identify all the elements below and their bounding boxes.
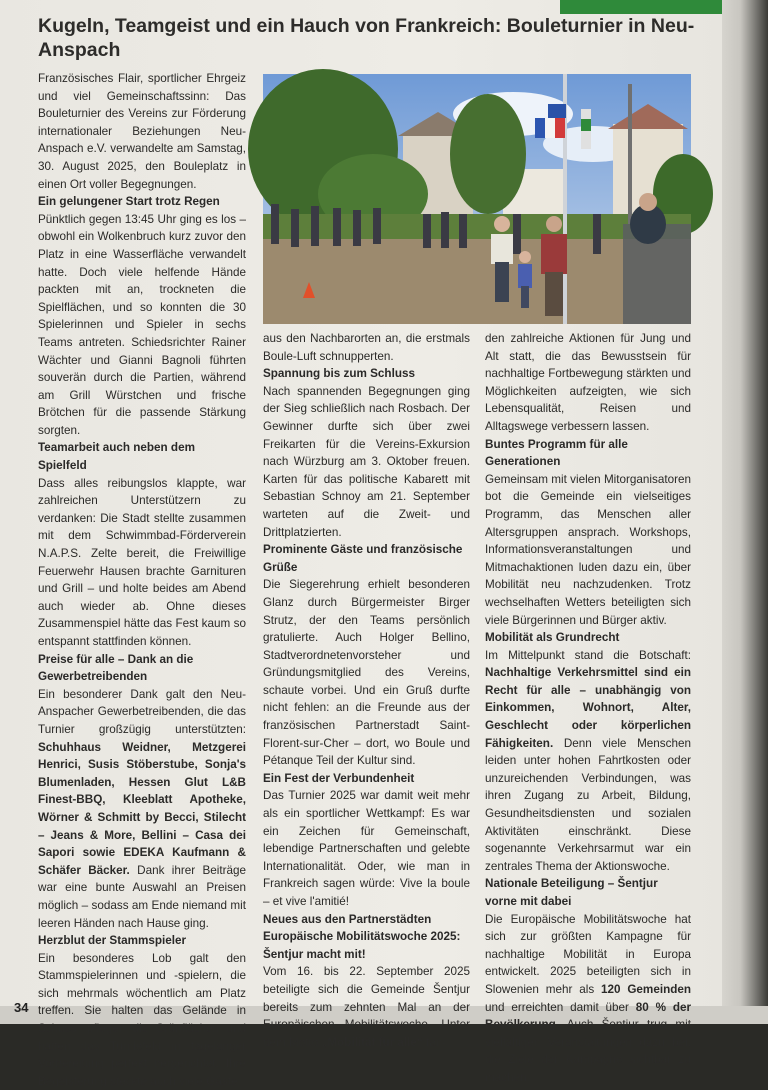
mobility-week-hyphen: fan- — [422, 1035, 447, 1049]
prizes-text: Ein besonderer Dank galt den Neu-Anspacher Gewerbetreibenden, die das Turnier großzügig unterstützten: — [38, 687, 246, 736]
column-1 — [38, 70, 246, 1090]
paragraph-suspense: Nach spannenden Begegnungen ging der Sieg schließlich nach Rosbach. Der Gewinner durfte sich über zwei Freikarten für die Vereins-Exkursion nach Würzburg am 3. Oktober freuen. Karten für das politische Kabarett mit Sebastian Schnoy am 21. September warteten auf die Zweit- und Drittplatzierten. — [263, 384, 470, 539]
prizes-outro: Dank ihrer Beiträge war eine bunte Auswahl an Preisen möglich – sodass am Ende niemand mit leeren Händen nach Hause ging. — [38, 863, 246, 930]
paragraph-festival: Das Turnier 2025 war damit weit mehr als ein sportlicher Wettkampf: Es war ein Zeichen für Gemeinschaft, lebendige Partnerschaften und gelebte Internationalität. Oder, wie man in Frankreich sagen würde: Vive la boule – et vive l'amitié! — [263, 789, 470, 908]
subheading-national: Nationale Beteiligung – Šentjur vorne mit dabei — [485, 877, 658, 908]
subheading-suspense: Spannung bis zum Schluss — [263, 367, 415, 381]
paragraph-program: Gemeinsam mit vielen Mitorganisatoren bot die Gemeinde ein vielseitiges Programm, das Menschen aller Altersgruppen ansprach. Workshops, Informationsveranstaltungen und Mitmachaktionen luden dazu ein, über Mobilität neu nachzudenken. Trotz wechselhaften Wetters beteiligten sich viele Bürgerinnen und Bürger aktiv. — [485, 472, 691, 627]
subheading-prizes: Preise für alle – Dank an die Gewerbetreibenden — [38, 652, 194, 684]
subheading-basic-right: Mobilität als Grundrecht — [485, 631, 620, 645]
subheading-program: Buntes Programm für alle Generationen — [485, 437, 628, 469]
mobility-motto: „Mobilität für alle“ — [321, 1035, 423, 1049]
national-population: 80 % der Bevölkerung — [485, 1000, 692, 1032]
basic-right-intro: Im Mittelpunkt stand die Botschaft: — [485, 648, 691, 662]
paragraph-teamwork: Dass alles reibungslos klappte, war zahlreichen Unterstützern zu verdanken: Die Stadt stellte zusammen mit dem Schwimmbad-Förderverein N.A.P.S. Zelte bereit, die Freiwillige Feuerwehr Hausen brachte Garnituren und Grill – und holte beides am Abend auch wieder ab. Ohne dieses Zusammenspiel hätte das Fest kaum so entspannt stattfinden können. — [38, 476, 246, 648]
national-text-a: Die Europäische Mobilitätswoche hat sich zur größten Kampagne für nachhaltige Mobilität in Europa entwickelt. 2025 beteiligten sich in Slowenien mehr als — [485, 912, 691, 996]
article-title: Kugeln, Teamgeist und ein Hauch von Frankreich: Bouleturnier in Neu-Anspach — [38, 15, 695, 61]
paragraph-basic-right — [485, 647, 691, 876]
paragraph-guests: Die Siegerehrung erhielt besonderen Glanz durch Bürgermeister Birger Strutz, der den Teams persönlich gratulierte. Auch Holger Bellino, Stadtverordnetenvorsteher und Gründungsmitglied des Vereins, schaute vorbei. Und ein Gruß durfte nicht fehlen: an die Freunde aus der französischen Partnerstadt Saint-Florent-sur-Cher – dort, wo Boule und Pétanque Teil der Kultur sind. — [263, 578, 470, 768]
intro-paragraph: Französisches Flair, sportlicher Ehrgeiz und viel Gemeinschaftssinn: Das Bouleturnier des Vereins zur Förderung internationaler Beziehungen Neu-Anspach e.V. verwandelte am Samstag, 30. August 2025, den Bouleplatz in einen Ort voller Begegnungen. — [38, 72, 246, 191]
paragraph-national — [485, 911, 691, 1087]
sponsors-list: Schuhhaus Weidner, Metzgerei Henrici, Susis Stöberstube, Sonja's Blumenladen, Hessen Glut L&B Finest-BBQ, Kleeblatt Apotheke, Wörner & Schmitt by Becci, Stilecht – Jeans & More, Bellini – Casa dei Sapori sowie EDEKA Kaufmann & Schäfer Bäcker. — [38, 740, 246, 877]
mobility-week-text: Vom 16. bis 22. September 2025 beteiligte sich die Gemeinde Šentjur bereits zum zehnten Mal an der Europäischen Mobilitätswoche. Unter dem Motto — [263, 965, 470, 1049]
paragraph-actions: den zahlreiche Aktionen für Jung und Alt statt, die das Bewusstsein für nachhaltige Fortbewegung stärkten und Möglichkeiten aufzeigten, wie sich Lebensqualität, Reisen und Alltagswege verbessern lassen. — [485, 332, 691, 433]
column-2 — [263, 330, 470, 1051]
page-number: 34 — [14, 1000, 29, 1015]
basic-right-message: Nachhaltige Verkehrsmittel sind ein Recht für alle – unabhängig von Einkommen, Wohnort, Alter, Geschlecht oder körperlichen Fähigkeiten. — [485, 666, 691, 750]
tournament-photo — [263, 74, 691, 324]
subheading-start: Ein gelungener Start trotz Regen — [38, 195, 220, 209]
national-text-c: . Auch Šentjur trug mit vielfältigen Veranstaltungen dazu bei, die Ziele der Kampagne sichtbar zu machen. — [485, 1018, 691, 1084]
subheading-festival: Ein Fest der Verbundenheit — [263, 771, 415, 785]
paragraph-continued: aus den Nachbarorten an, die erstmals Boule-Luft schnupperten. — [263, 332, 470, 363]
photo-boule-players-icon — [263, 74, 691, 324]
page-edge-shadow — [722, 0, 768, 1024]
paragraph-prizes — [38, 686, 246, 932]
subheading-partner-cities: Neues aus den Partnerstädten Europäische Mobilitätswoche 2025: Šentjur macht mit! — [263, 912, 461, 961]
paragraph-regulars: Ein besonderes Lob galt den Stammspielerinnen und -spielern, die sich mehrmals wöchentlich am Platz treffen. Sie halten das Gelände in Schuss, pflegen die Grünflächen und hatten das Turniefeld in tagelanger Vorbereitung perfekt hergerichtet. Ihre Begeisterung steckte auch viele Gäste — [38, 951, 246, 1088]
subheading-teamwork: Teamarbeit auch neben dem Spielfeld — [38, 441, 195, 473]
subheading-guests: Prominente Gäste und französische Grüße — [263, 543, 463, 574]
national-text-b: und erreichten damit über — [485, 1000, 636, 1014]
column-3 — [485, 330, 691, 1087]
paragraph-start: Pünktlich gegen 13:45 Uhr ging es los – obwohl ein Wolkenbruch kurz zuvor den Platz in eine Wasserfläche verwandelt hatte. Doch viele helfende Hände packten mit an, trockneten die Spielflächen, und so konnten die 30 Spielerinnen und Spieler in sechs Teams antreten. Schiedsrichter Rainer Wächter und Gianni Bagnoli führten souverän durch die Partien, während am Grill Würstchen und frische Brötchen für die passende Stärkung sorgten. — [38, 212, 246, 437]
subheading-regulars: Herzblut der Stammspieler — [38, 934, 187, 948]
paragraph-mobility-week — [263, 963, 470, 1051]
national-municipalities: 120 Gemeinden — [601, 982, 691, 996]
basic-right-text: Denn viele Menschen leiden unter hohen Fahrtkosten oder unzureichenden Verbindungen, was ihren Zugang zu Arbeit, Bildung, Gesundheitsdiensten und sozialen Aktivitäten einschränkt. Diese sogenannte Verkehrsarmut war ein zentrales Thema der Aktionswoche. — [485, 736, 691, 873]
